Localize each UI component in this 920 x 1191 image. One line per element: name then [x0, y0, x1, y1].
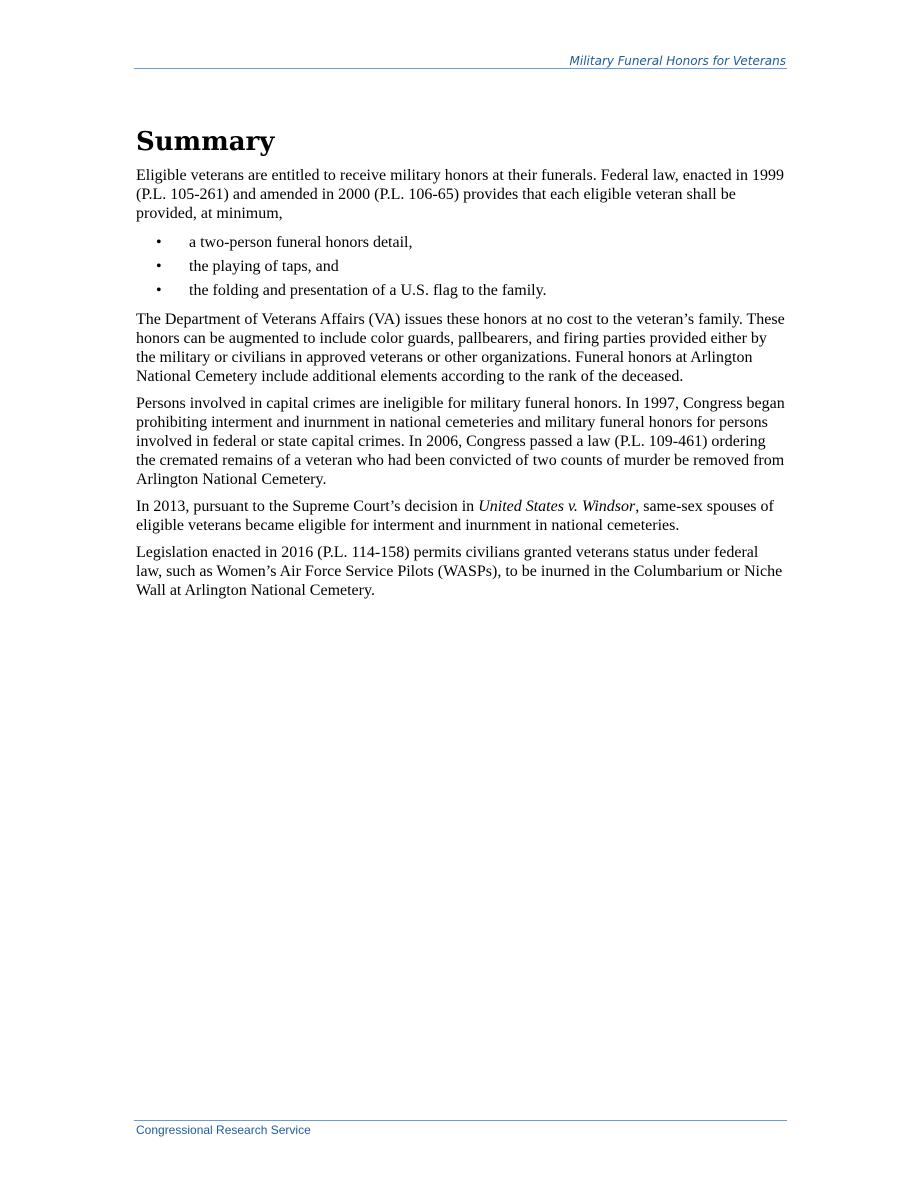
va-paragraph: The Department of Veterans Affairs (VA) issues these honors at no cost to the veteran’s family. These honors can be augmented to include color guards, pallbearers, and firing parties provided either by the military or civilians in approved veterans or other organizations. Funeral honors at Arlington National Cemetery include additional elements according to the rank of the deceased.: [136, 311, 785, 385]
running-header-title: Military Funeral Honors for Veterans: [569, 54, 786, 68]
header-divider: [134, 68, 787, 69]
bullet-marker: •: [156, 258, 162, 275]
list-item-text: the playing of taps, and: [189, 258, 339, 275]
windsor-text-after: , same-sex spouses of eligible veterans became eligible for interment and inurnment in national cemeteries.: [136, 498, 774, 534]
intro-paragraph: Eligible veterans are entitled to receive military honors at their funerals. Federal law, enacted in 1999 (P.L. 105-261) and amended in 2000 (P.L. 106-65) provides that each eligible veteran shall be provided, at minimum,: [136, 167, 785, 222]
windsor-paragraph: [136, 497, 786, 535]
case-name: United States v. Windsor: [478, 498, 636, 515]
section-heading: Summary: [136, 127, 275, 157]
list-item: [136, 257, 786, 276]
windsor-text-before: In 2013, pursuant to the Supreme Court’s decision in: [136, 498, 479, 515]
list-item-text: a two-person funeral honors detail,: [189, 234, 413, 251]
footer-publisher: Congressional Research Service: [136, 1123, 311, 1137]
bullet-marker: •: [156, 282, 162, 299]
capital-crimes-paragraph: Persons involved in capital crimes are ineligible for military funeral honors. In 1997, Congress began prohibiting interment and inurnment in national cemeteries and military funeral honors for persons involved in federal or state capital crimes. In 2006, Congress passed a law (P.L. 109-461) ordering the cremated remains of a veteran who had been convicted of two counts of murder be removed from Arlington National Cemetery.: [136, 395, 785, 488]
list-item: [136, 233, 786, 252]
honors-bullet-list: [136, 233, 786, 300]
wasps-paragraph: Legislation enacted in 2016 (P.L. 114-158) permits civilians granted veterans status under federal law, such as Women’s Air Force Service Pilots (WASPs), to be inurned in the Columbarium or Niche Wall at Arlington National Cemetery.: [136, 544, 783, 599]
list-item-text: the folding and presentation of a U.S. flag to the family.: [189, 282, 547, 299]
bullet-marker: •: [156, 234, 162, 251]
document-body: [136, 126, 786, 608]
footer-divider: [134, 1120, 787, 1121]
list-item: [136, 281, 786, 300]
